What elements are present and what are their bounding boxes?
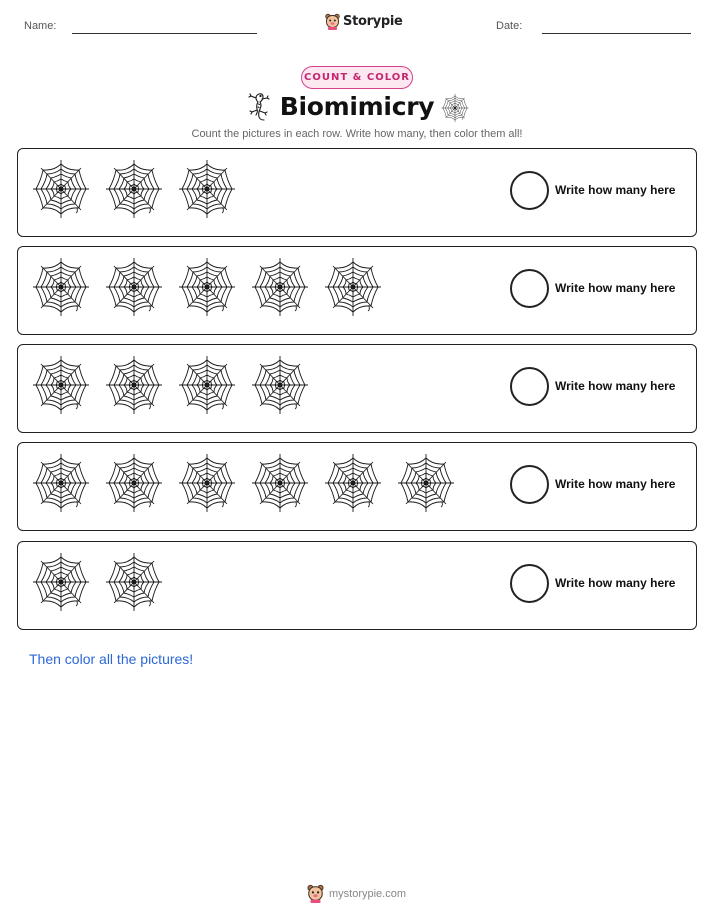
answer-circle[interactable]	[510, 171, 549, 210]
picture-group	[31, 452, 456, 520]
worksheet-header	[0, 0, 714, 44]
spider-web-icon[interactable]	[250, 354, 310, 416]
spider-web-icon[interactable]	[396, 452, 456, 514]
spider-web-icon[interactable]	[250, 256, 310, 318]
footer-brand	[307, 884, 406, 903]
storypie-mascot-icon	[325, 13, 340, 30]
answer-label: Write how many here	[555, 477, 676, 491]
answer-label: Write how many here	[555, 183, 676, 197]
answer-circle[interactable]	[510, 367, 549, 406]
footer-url[interactable]: mystorypie.com	[329, 887, 407, 900]
counting-row	[17, 541, 697, 630]
brand-name: Storypie	[343, 14, 403, 29]
spider-web-icon[interactable]	[31, 354, 91, 416]
name-write-line[interactable]	[72, 33, 257, 34]
counting-row	[17, 246, 697, 335]
spider-web-icon[interactable]	[31, 452, 91, 514]
picture-group	[31, 551, 164, 619]
title-row	[0, 90, 714, 126]
picture-group	[31, 256, 383, 324]
spider-web-icon[interactable]	[31, 551, 91, 613]
counting-row	[17, 344, 697, 433]
spider-web-icon	[440, 93, 470, 123]
activity-badge: COUNT & COLOR	[301, 66, 413, 89]
worksheet-title: Biomimicry	[279, 92, 435, 121]
instructions: Count the pictures in each row. Write how many, then color them all!	[191, 128, 523, 140]
spider-web-icon[interactable]	[250, 452, 310, 514]
date-write-line[interactable]	[542, 33, 691, 34]
spider-web-icon[interactable]	[323, 452, 383, 514]
answer-label: Write how many here	[555, 281, 676, 295]
spider-web-icon[interactable]	[104, 354, 164, 416]
answer-circle[interactable]	[510, 269, 549, 308]
spider-web-icon[interactable]	[177, 158, 237, 220]
picture-group	[31, 354, 310, 422]
picture-group	[31, 158, 237, 226]
spider-web-icon[interactable]	[177, 452, 237, 514]
spider-web-icon[interactable]	[31, 256, 91, 318]
color-instruction: Then color all the pictures!	[29, 651, 194, 667]
spider-web-icon[interactable]	[177, 256, 237, 318]
spider-web-icon[interactable]	[104, 158, 164, 220]
answer-circle[interactable]	[510, 564, 549, 603]
spider-web-icon[interactable]	[177, 354, 237, 416]
counting-row	[17, 148, 697, 237]
answer-label: Write how many here	[555, 576, 676, 590]
answer-label: Write how many here	[555, 379, 676, 393]
name-label: Name:	[24, 20, 57, 32]
spider-web-icon[interactable]	[104, 452, 164, 514]
answer-circle[interactable]	[510, 465, 549, 504]
date-label: Date:	[496, 20, 523, 32]
spider-web-icon[interactable]	[104, 551, 164, 613]
counting-row	[17, 442, 697, 531]
storypie-logo	[325, 13, 403, 30]
spider-web-icon[interactable]	[31, 158, 91, 220]
storypie-mascot-icon	[307, 884, 324, 903]
spider-web-icon[interactable]	[323, 256, 383, 318]
spider-web-icon[interactable]	[104, 256, 164, 318]
